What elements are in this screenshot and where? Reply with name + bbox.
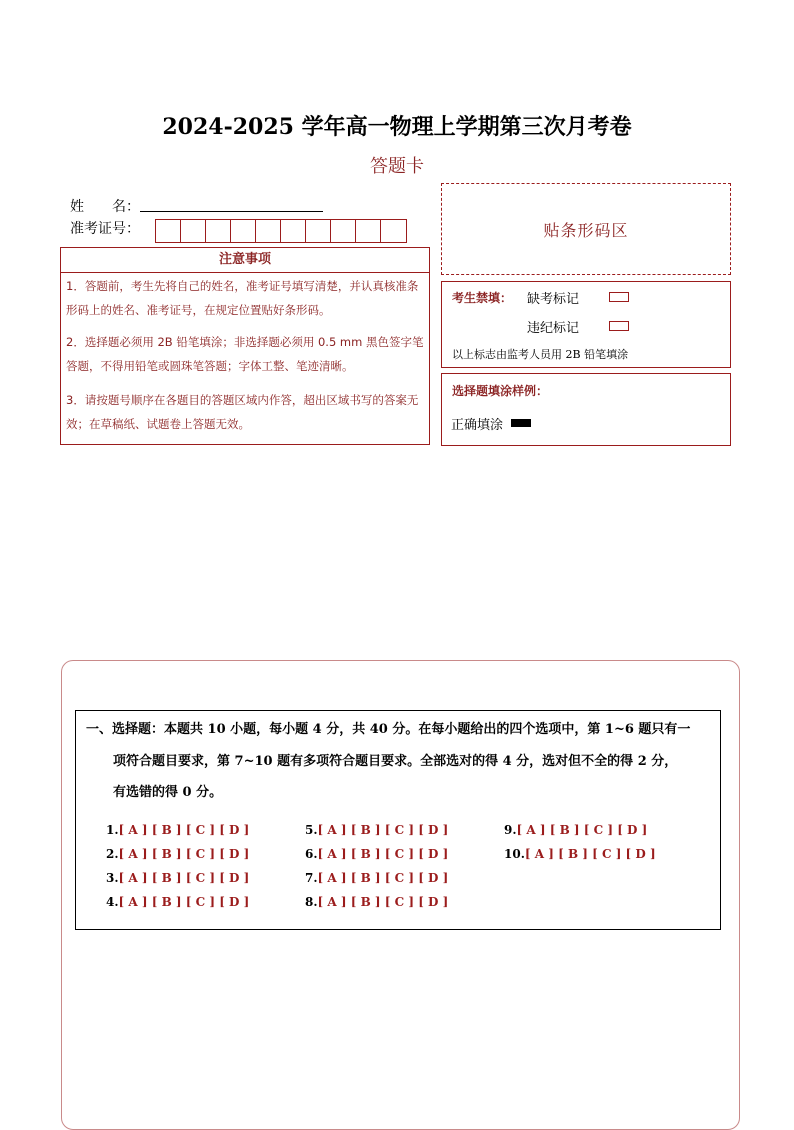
- question-4-options[interactable]: [106, 895, 249, 909]
- absent-mark-box[interactable]: [609, 292, 629, 302]
- mc-instructions-line-3: 有选错的得 0 分。: [113, 785, 223, 800]
- option-bubbles[interactable]: [ A ] [ B ] [ C ] [ D ]: [118, 871, 250, 885]
- id-number-boxes[interactable]: [155, 219, 407, 243]
- question-number: 4.: [106, 895, 119, 909]
- question-number: 3.: [106, 871, 119, 885]
- option-bubbles[interactable]: [ A ] [ B ] [ C ] [ D ]: [524, 847, 656, 861]
- correct-fill-label: 正确填涂: [451, 418, 504, 433]
- question-number: 8.: [305, 895, 318, 909]
- sample-label: 选择题填涂样例：: [452, 384, 549, 398]
- option-bubbles[interactable]: [ A ] [ B ] [ C ] [ D ]: [118, 895, 250, 909]
- violation-mark-box[interactable]: [609, 321, 629, 331]
- barcode-area: [441, 183, 731, 275]
- question-number: 9.: [504, 823, 517, 837]
- barcode-label: 贴条形码区: [543, 220, 629, 240]
- question-number: 2.: [106, 847, 119, 861]
- forbid-note: 以上标志由监考人员用 2B 铅笔填涂: [452, 348, 629, 361]
- filled-sample-mark: [511, 419, 531, 427]
- question-6-options[interactable]: [305, 847, 448, 861]
- notice-item-2: 2．选择题必须用 2B 铅笔填涂；非选择题必须用 0.5 mm 黑色签字笔答题，不得用铅笔或圆珠笔答题；字体工整、笔迹清晰。: [66, 335, 424, 373]
- answer-sheet-subtitle: 答题卡: [370, 156, 424, 177]
- notice-item-1: 1．答题前，考生先将自己的姓名，准考证号填写清楚，并认真核准条形码上的姓名、准考证号，在规定位置贴好条形码。: [66, 279, 419, 317]
- question-number: 5.: [305, 823, 318, 837]
- id-digit-box[interactable]: [356, 220, 381, 242]
- question-9-options[interactable]: [504, 823, 647, 837]
- option-bubbles[interactable]: [ A ] [ B ] [ C ] [ D ]: [317, 847, 449, 861]
- option-bubbles[interactable]: [ A ] [ B ] [ C ] [ D ]: [317, 823, 449, 837]
- option-bubbles[interactable]: [ A ] [ B ] [ C ] [ D ]: [118, 847, 250, 861]
- question-number: 6.: [305, 847, 318, 861]
- absent-label: 缺考标记: [527, 292, 580, 307]
- question-8-options[interactable]: [305, 895, 448, 909]
- option-bubbles[interactable]: [ A ] [ B ] [ C ] [ D ]: [118, 823, 250, 837]
- forbid-label: 考生禁填：: [452, 291, 513, 305]
- question-2-options[interactable]: [106, 847, 249, 861]
- question-3-options[interactable]: [106, 871, 249, 885]
- question-number: 1.: [106, 823, 119, 837]
- id-digit-box[interactable]: [231, 220, 256, 242]
- id-digit-box[interactable]: [181, 220, 206, 242]
- id-digit-box[interactable]: [256, 220, 281, 242]
- question-10-options[interactable]: [504, 847, 656, 861]
- question-number: 10.: [504, 847, 525, 861]
- notice-item-3: 3．请按题号顺序在各题目的答题区域内作答，超出区域书写的答案无效；在草稿纸、试题卷上答题无效。: [66, 393, 419, 431]
- mc-instructions-line-2: 项符合题目要求，第 7~10 题有多项符合题目要求。全部选对的得 4 分，选对但不全的得 2 分，: [113, 754, 678, 769]
- id-digit-box[interactable]: [381, 220, 406, 242]
- question-5-options[interactable]: [305, 823, 448, 837]
- question-1-options[interactable]: [106, 823, 249, 837]
- name-label: 姓 名：: [70, 199, 140, 215]
- option-bubbles[interactable]: [ A ] [ B ] [ C ] [ D ]: [317, 871, 449, 885]
- option-bubbles[interactable]: [ A ] [ B ] [ C ] [ D ]: [317, 895, 449, 909]
- id-digit-box[interactable]: [206, 220, 231, 242]
- notice-heading: 注意事项: [60, 247, 430, 273]
- exam-title: 2024-2025 学年高一物理上学期第三次月考卷: [162, 114, 632, 140]
- id-digit-box[interactable]: [281, 220, 306, 242]
- option-bubbles[interactable]: [ A ] [ B ] [ C ] [ D ]: [516, 823, 648, 837]
- name-field[interactable]: [140, 210, 323, 212]
- id-digit-box[interactable]: [306, 220, 331, 242]
- mc-instructions-line-1: 一、选择题：本题共 10 小题，每小题 4 分，共 40 分。在每小题给出的四个选项中，第 1~6 题只有一: [86, 722, 691, 737]
- id-digit-box[interactable]: [156, 220, 181, 242]
- question-number: 7.: [305, 871, 318, 885]
- violation-label: 违纪标记: [527, 321, 580, 336]
- question-7-options[interactable]: [305, 871, 448, 885]
- id-digit-box[interactable]: [331, 220, 356, 242]
- id-label: 准考证号：: [70, 221, 140, 237]
